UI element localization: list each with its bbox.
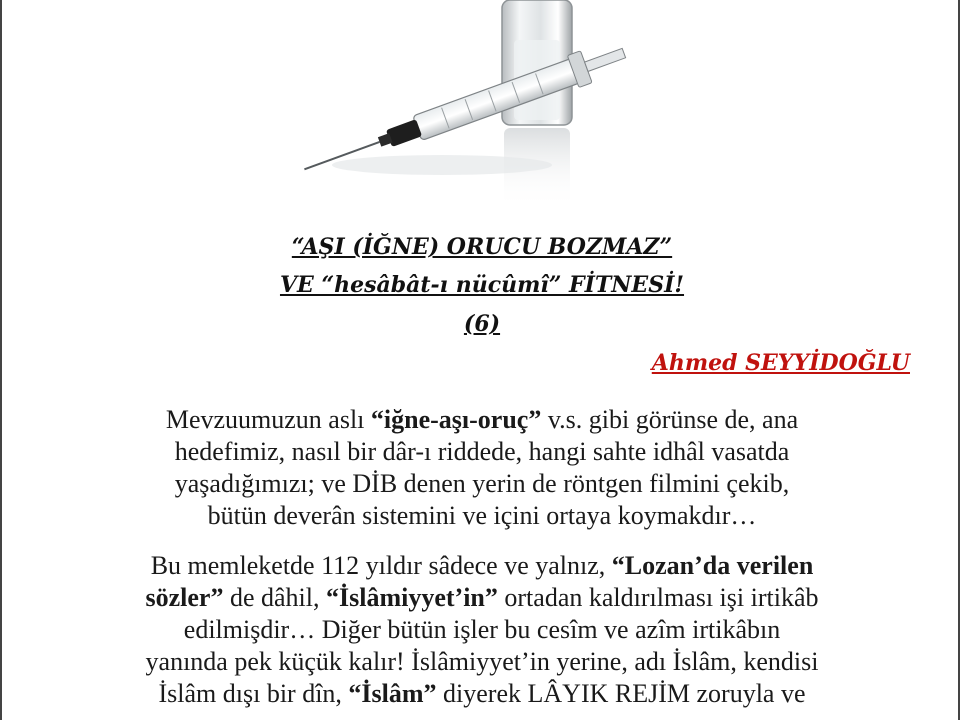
paragraph-1 — [2, 404, 960, 532]
text-span: Bu memleketde 112 yıldır sâdece ve yalnız, — [150, 551, 612, 580]
article-title-line-2: VE “hesâbât-ı nücûmî” FİTNESİ! — [279, 272, 685, 298]
text-span: diyerek LÂYIK REJİM zoruyla ve — [436, 679, 806, 708]
paragraph-line: yaşadığımızı; ve DİB denen yerin de röntgen filmini çekib, — [174, 469, 790, 498]
author-name: Ahmed SEYYİDOĞLU — [651, 350, 910, 376]
article-title-line-1: “AŞI (İĞNE) ORUCU BOZMAZ” — [291, 234, 673, 260]
text-span: v.s. gibi görünse de, ana — [541, 405, 799, 434]
text-span: İslâm dışı bir dîn, — [158, 679, 349, 708]
paragraph-line — [2, 404, 960, 436]
syringe-and-vial-icon — [292, 0, 632, 210]
paragraph-line: yanında pek küçük kalır! İslâmiyyet’in yerine, adı İslâm, kendisi — [145, 647, 819, 676]
bold-phrase: “Lozan’da verilen — [611, 551, 814, 580]
paragraph-line: edilmişdir… Diğer bütün işler bu cesîm ve azîm irtikâbın — [183, 615, 781, 644]
paragraph-2 — [2, 550, 960, 710]
bold-phrase: “iğne-aşı-oruç” — [370, 405, 542, 434]
paragraph-line: bütün deverân sistemini ve içini ortaya koymakdır… — [207, 501, 757, 530]
text-span: ortadan kaldırılması işi irtikâb — [497, 583, 819, 612]
bold-phrase: “İslâmiyyet’in” — [326, 583, 498, 612]
paragraph-line — [2, 582, 960, 614]
paragraph-line — [2, 678, 960, 710]
bold-phrase: “İslâm” — [348, 679, 437, 708]
paragraph-line — [2, 550, 960, 582]
bold-phrase: sözler” — [145, 583, 224, 612]
paragraph-line: hedefimiz, nasıl bir dâr-ı riddede, hangi sahte idhâl vasatda — [174, 437, 790, 466]
article-title-line-3: (6) — [463, 311, 501, 337]
text-span: Mevzuumuzun aslı — [165, 405, 371, 434]
text-span: de dâhil, — [223, 583, 326, 612]
